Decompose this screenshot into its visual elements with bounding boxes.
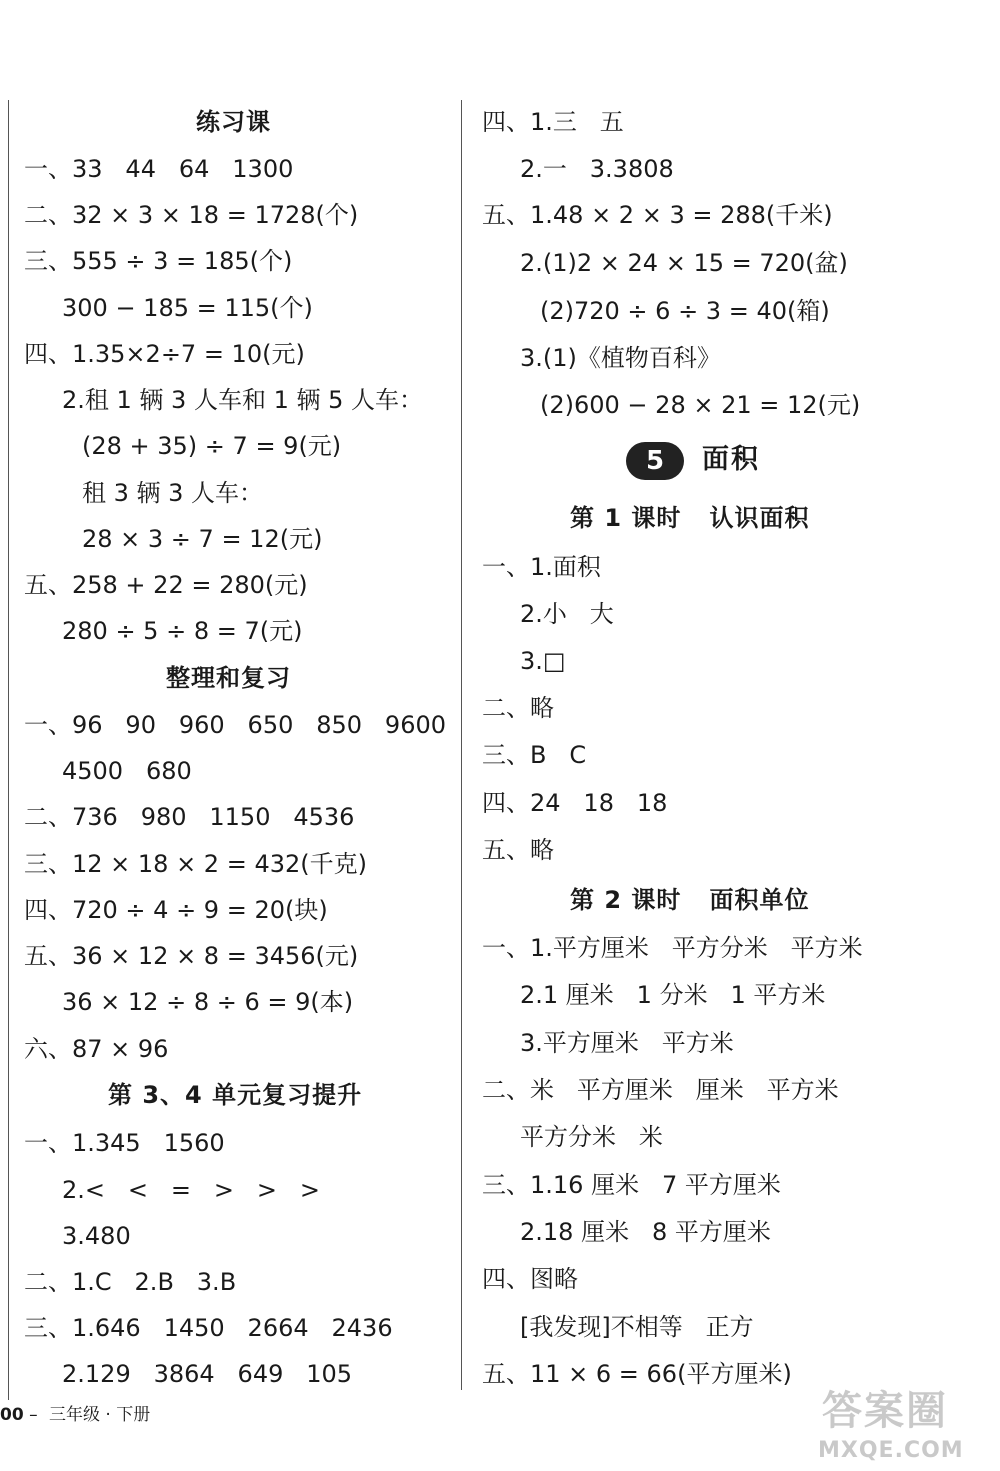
answer-line: 一、33 44 64 1300 bbox=[24, 155, 294, 183]
answer-line: (2)720 ÷ 6 ÷ 3 = 40(箱) bbox=[540, 297, 830, 325]
answer-line: 二、米 平方厘米 厘米 平方米 bbox=[482, 1076, 839, 1104]
answer-line: 五、258 + 22 = 280(元) bbox=[24, 571, 308, 599]
answer-line: 三、12 × 18 × 2 = 432(千克) bbox=[24, 850, 367, 878]
answer-line: 二、略 bbox=[482, 694, 554, 722]
answer-line: 300 − 185 = 115(个) bbox=[62, 294, 313, 322]
answer-line: 2.一 3.3808 bbox=[520, 155, 674, 183]
answer-line: (2)600 − 28 × 21 = 12(元) bbox=[540, 391, 861, 419]
answer-line: (28 + 35) ÷ 7 = 9(元) bbox=[82, 432, 342, 460]
answer-line: 28 × 3 ÷ 7 = 12(元) bbox=[82, 525, 323, 553]
answer-line: 3.(1)《植物百科》 bbox=[520, 344, 721, 372]
answer-line: 四、图略 bbox=[482, 1265, 578, 1293]
section-heading-review: 整理和复习 bbox=[166, 664, 291, 692]
answer-line: 2.18 厘米 8 平方厘米 bbox=[520, 1218, 771, 1246]
answer-line: 3.480 bbox=[62, 1222, 131, 1250]
unit-title: 面积 bbox=[702, 444, 760, 475]
answer-line: 2.1 厘米 1 分米 1 平方米 bbox=[520, 981, 826, 1009]
answer-line: 二、1.C 2.B 3.B bbox=[24, 1268, 237, 1296]
page-footer bbox=[0, 1404, 150, 1426]
answer-line: 五、36 × 12 × 8 = 3456(元) bbox=[24, 942, 359, 970]
page-number: 00 bbox=[0, 1405, 24, 1425]
answer-line: 一、1.平方厘米 平方分米 平方米 bbox=[482, 934, 863, 962]
answer-line: 2.< < = > > > bbox=[62, 1176, 320, 1204]
lesson-heading-2: 第 2 课时 面积单位 bbox=[570, 886, 810, 914]
section-heading-unit-review: 第 3、4 单元复习提升 bbox=[108, 1081, 363, 1109]
left-margin-rule bbox=[8, 100, 9, 1400]
grade-label: 三年级 · 下册 bbox=[48, 1405, 151, 1425]
answer-line: 五、1.48 × 2 × 3 = 288(千米) bbox=[482, 201, 833, 229]
answer-line: 五、11 × 6 = 66(平方厘米) bbox=[482, 1360, 792, 1388]
answer-line: 2.(1)2 × 24 × 15 = 720(盆) bbox=[520, 249, 848, 277]
answer-line: 五、略 bbox=[482, 836, 554, 864]
answer-line: 租 3 辆 3 人车： bbox=[82, 479, 264, 507]
answer-line: 平方分米 米 bbox=[520, 1123, 663, 1151]
answer-line: 三、1.16 厘米 7 平方厘米 bbox=[482, 1171, 781, 1199]
answer-line: 3.平方厘米 平方米 bbox=[520, 1029, 734, 1057]
answer-line: 三、1.646 1450 2664 2436 bbox=[24, 1314, 393, 1342]
answer-line: 四、1.三 五 bbox=[482, 108, 624, 136]
watermark-text: 答案圈 bbox=[822, 1388, 948, 1434]
lesson-heading-1: 第 1 课时 认识面积 bbox=[570, 504, 810, 532]
answer-line: 2.租 1 辆 3 人车和 1 辆 5 人车： bbox=[62, 386, 424, 414]
answer-line: [我发现]不相等 正方 bbox=[520, 1313, 754, 1341]
answer-line: 二、32 × 3 × 18 = 1728(个) bbox=[24, 201, 359, 229]
answer-line: 4500 680 bbox=[62, 757, 192, 785]
unit-number-badge: 5 bbox=[626, 442, 684, 480]
column-divider bbox=[461, 100, 462, 1390]
watermark-url: MXQE.COM bbox=[818, 1438, 964, 1463]
answer-line: 四、720 ÷ 4 ÷ 9 = 20(块) bbox=[24, 896, 328, 924]
answer-line: 280 ÷ 5 ÷ 8 = 7(元) bbox=[62, 617, 303, 645]
answer-line: 2.小 大 bbox=[520, 600, 614, 628]
answer-line: 三、555 ÷ 3 = 185(个) bbox=[24, 247, 293, 275]
section-heading-practice: 练习课 bbox=[196, 108, 271, 136]
answer-line: 六、87 × 96 bbox=[24, 1035, 169, 1063]
answer-line: 一、96 90 960 650 850 9600 bbox=[24, 711, 447, 739]
answer-line: 二、736 980 1150 4536 bbox=[24, 803, 355, 831]
answer-line: 2.129 3864 649 105 bbox=[62, 1360, 353, 1388]
answer-line: 三、B C bbox=[482, 741, 587, 769]
answer-line: 一、1.345 1560 bbox=[24, 1129, 225, 1157]
footer-dash: – bbox=[29, 1405, 43, 1425]
answer-line: 3.□ bbox=[520, 647, 566, 675]
answer-line: 四、1.35×2÷7 = 10(元) bbox=[24, 340, 305, 368]
answer-line: 36 × 12 ÷ 8 ÷ 6 = 9(本) bbox=[62, 988, 354, 1016]
answer-line: 一、1.面积 bbox=[482, 553, 601, 581]
watermark-logo bbox=[818, 1388, 994, 1466]
answer-line: 四、24 18 18 bbox=[482, 789, 668, 817]
